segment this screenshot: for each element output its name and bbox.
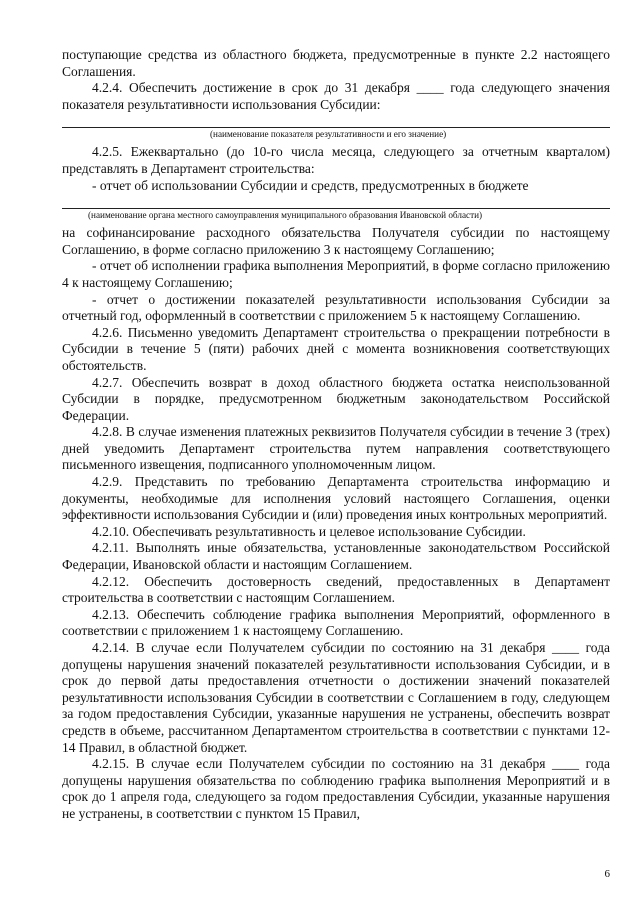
paragraph-continuation: поступающие средства из областного бюджета, предусмотренные в пункте 2.2 настоящего Соглашения. <box>62 47 610 79</box>
paragraph-4-2-13: 4.2.13. Обеспечить соблюдение графика выполнения Мероприятий, оформленного в соответствии с приложением 1 к настоящему Соглашению. <box>62 606 610 639</box>
paragraph-4-2-14: 4.2.14. В случае если Получателем субсидии по состоянию на 31 декабря ____ года допущены нарушения значений показателей результативности использования Субсидии, и в срок до первой даты предоставления отчетности о достижении значений показателей результативности использования Субсидии в соответствии с Соглашением в году, следующем за годом предоставления Субсидии, указанные нарушения не устранены, обеспечить возврат средств в объеме, рассчитанном Департаментом строительства в соответствии с пунктами 12-14 Правил, в областной бюджет. <box>62 640 610 755</box>
document-body <box>62 47 610 823</box>
paragraph-4-2-12: 4.2.12. Обеспечить достоверность сведений, предоставленных в Департамент строительства в соответствии с настоящим Соглашением. <box>62 573 610 606</box>
paragraph-4-2-5-item-3: - отчет о достижении показателей результативности использования Субсидии за отчетный год, оформленный в соответствии с приложением 5 к настоящему Соглашению. <box>62 291 610 324</box>
paragraph-4-2-9: 4.2.9. Представить по требованию Департамента строительства информацию и документы, необходимые для исполнения условий настоящего Соглашения, оценки эффективности использования Субсидии и (или) проведения иных контрольных мероприятий. <box>62 474 610 523</box>
indicator-caption: (наименование показателя результативности и его значение) <box>210 129 447 140</box>
paragraph-4-2-10: 4.2.10. Обеспечивать результативность и целевое использование Субсидии. <box>92 523 526 539</box>
paragraph-4-2-5-item-2: - отчет об исполнении графика выполнения Мероприятий, в форме согласно приложению 4 к настоящему Соглашению; <box>62 258 610 290</box>
paragraph-4-2-5: 4.2.5. Ежеквартально (до 10-го числа месяца, следующего за отчетным кварталом) представлять в Департамент строительства: <box>62 144 610 176</box>
page-number: 6 <box>604 868 610 880</box>
paragraph-4-2-8: 4.2.8. В случае изменения платежных реквизитов Получателя субсидии в течение 3 (трех) дней уведомить Департамент строительства путем направления соответствующего письменного извещения, подписанного уполномоченным лицом. <box>62 424 610 473</box>
paragraph-4-2-15: 4.2.15. В случае если Получателем субсидии по состоянию на 31 декабря ____ года допущены нарушения обязательства по соблюдению графика выполнения Мероприятий и в срок до 1 апреля года, следующего за годом предоставления Субсидии, указанные нарушения не устранены, в соответствии с пунктом 15 Правил, <box>62 756 610 821</box>
paragraph-4-2-11: 4.2.11. Выполнять иные обязательства, установленные законодательством Российской Федерации, Ивановской области и настоящим Соглашением. <box>62 540 610 573</box>
local-authority-caption: (наименование органа местного самоуправления муниципального образования Ивановской области) <box>88 210 483 221</box>
paragraph-4-2-5-item-1-cont: на софинансирование расходного обязательства Получателя субсидии по настоящему Соглашению, в форме согласно приложению 3 к настоящему Соглашению; <box>62 225 610 257</box>
local-authority-fill-line <box>62 194 610 209</box>
paragraph-4-2-5-item-1: - отчет об использовании Субсидии и средств, предусмотренных в бюджете <box>92 177 529 193</box>
paragraph-4-2-7: 4.2.7. Обеспечить возврат в доход областного бюджета остатка неиспользованной Субсидии в порядке, предусмотренном бюджетным законодательством Российской Федерации. <box>62 374 610 423</box>
paragraph-4-2-6: 4.2.6. Письменно уведомить Департамент строительства о прекращении потребности в Субсидии в течение 5 (пяти) рабочих дней с момента возникновения соответствующих обстоятельств. <box>62 324 610 373</box>
paragraph-4-2-4: 4.2.4. Обеспечить достижение в срок до 31 декабря ____ года следующего значения показателя результативности использования Субсидии: <box>62 80 610 112</box>
indicator-fill-line <box>62 113 610 128</box>
